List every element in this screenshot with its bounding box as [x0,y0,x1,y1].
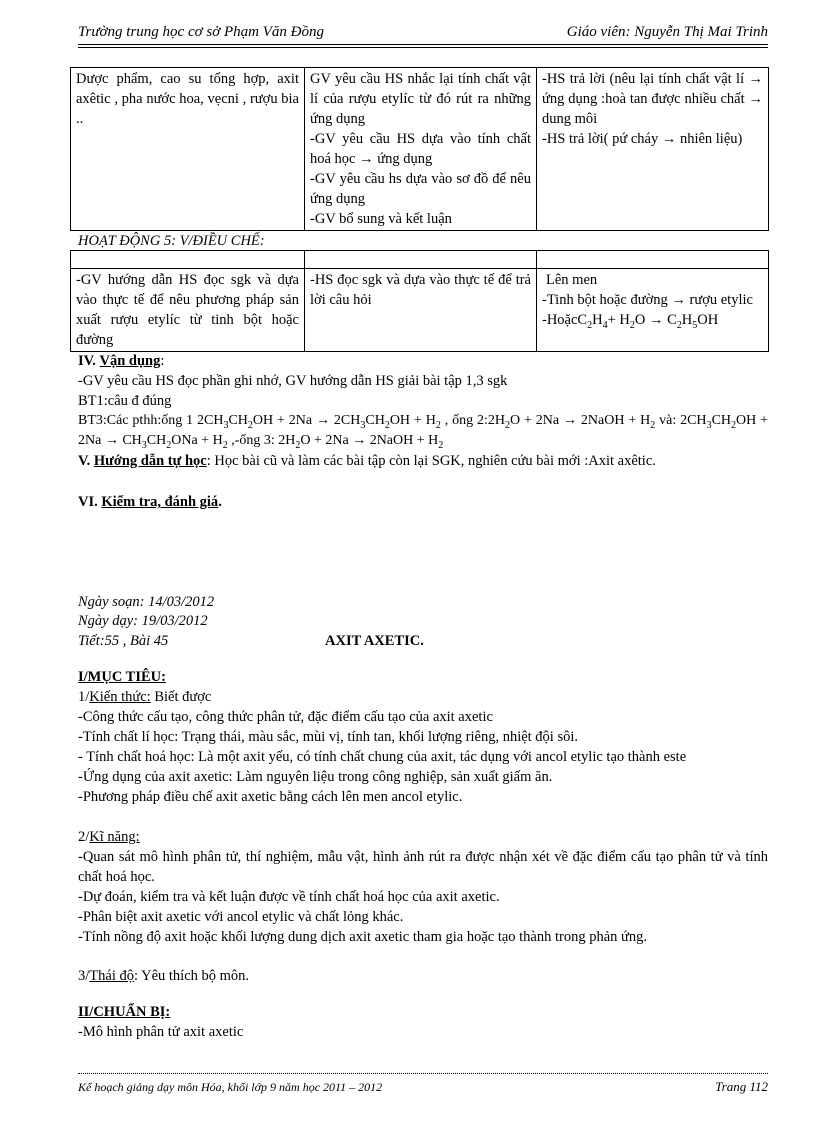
formula-text: + H [607,312,630,328]
table2-col2: -HS đọc sgk và dựa vào thực tế để trả lời câu hỏi [305,269,537,352]
page-footer [78,1073,768,1094]
knowledge-item: -Công thức cấu tạo, công thức phân tử, đặc điểm cấu tạo của axit axetic [78,709,493,725]
knowledge-heading [78,687,768,707]
table2-col3-line3: $-HoặcC_2H_4+ H_2O \to C_2H_5OH$ [542,312,719,331]
table2-col3 [537,269,769,352]
page-header [78,24,768,45]
table1-col2 [305,68,537,231]
attitude-line [78,966,768,986]
table2-col3-line2: -Tinh bột hoặc đường → rượu etylic [542,292,753,308]
formula-text: -Hoặc [542,312,578,328]
skills-item: -Tính nồng độ axit hoặc khối lượng dung dịch axit axetic tham gia hoặc tạo thành trong phản ứng. [78,929,648,945]
lesson-title: AXIT AXETIC. [325,633,424,649]
activity5-heading: HOẠT ĐỘNG 5: V/ĐIỀU CHẾ: [78,233,265,249]
applications-table [70,67,769,231]
table2-empty-cell [537,251,769,269]
table1-col3-line: -HS trả lời (nêu lại tính chất vật lí → ứng dụng :hoà tan được nhiều chất → dung môi [542,71,763,127]
teacher-name: Giáo viên: Nguyễn Thị Mai Trinh [566,24,768,40]
objectives-heading: I/MỤC TIÊU: [78,669,166,685]
formula-text: OH [697,312,719,328]
section6-heading [78,492,768,512]
section-title: Hướng dẫn tự học [93,453,207,469]
prep-date: Ngày soạn: 14/03/2012 [78,594,215,610]
preparation-table [70,250,769,352]
table1-col2-line: GV yêu cầu HS nhắc lại tính chất vật lí của rượu etylíc từ đó rút ra những ứng dụng [310,71,531,127]
teach-date: Ngày dạy: 19/03/2012 [78,613,208,629]
skills-item: -Phân biệt axit axetic với ancol etylic và chất lỏng khác. [78,909,404,925]
section-dot: . [218,494,222,510]
skills-item: -Quan sát mô hình phân tử, thí nghiệm, mẫu vật, hình ảnh rút ra được nhận xét về đặc điểm cấu tạo phân tử và tính chất hoá học. [78,849,768,885]
page-number: Trang 112 [715,1079,768,1094]
knowledge-item: -Ứng dụng của axit axetic: Làm nguyên liệu trong công nghiệp, sản xuất giấm ăn. [78,769,553,785]
table1-col3 [537,68,769,231]
knowledge-list [78,707,768,807]
subsection-title: Kĩ năng: [89,829,140,845]
subsection-number: 2/ [78,829,90,845]
subsection-tail: : Yêu thích bộ môn. [133,968,250,984]
section5-text: : Học bài cũ và làm các bài tập còn lại SGK, nghiên cứu bài mới :Axit axêtic. [206,453,656,469]
section5 [78,451,768,471]
table2-empty-cell [71,251,305,269]
section4-heading [78,351,768,371]
section-title: Vận dụng [99,353,161,369]
table2-col3-line1: Lên men [546,272,598,288]
knowledge-item: -Tính chất lí học: Trạng thái, màu sắc, mùi vị, tính tan, khối lượng riêng, nhiệt đội sôi. [78,729,579,745]
preparation-item: -Mô hình phân tử axit axetic [78,1024,244,1040]
section4-line2: BT1:câu đ đúng [78,393,172,409]
formula-text: O → C [634,312,677,328]
subsection-title: Kiến thức: [89,689,151,705]
subsection-number: 1/ [78,689,90,705]
section4-line1: -GV yêu cầu HS đọc phần ghi nhớ, GV hướng dẫn HS giải bài tập 1,3 sgk [78,373,508,389]
period-info: Tiết:55 , Bài 45 [78,633,169,649]
table1-col2-line: -GV yêu cầu HS dựa vào tính chất hoá học → ứng dụng [310,131,531,167]
skills-list [78,847,768,947]
header-divider [78,47,768,48]
table2-empty-cell [305,251,537,269]
formula-text: H [681,312,693,328]
section4-bt3: BT3:Các pthh:ống 1 $2CH_3CH_2OH + 2Na \to 2CH_3CH_2OH + H_2$ , ống $2:2H_2O + 2Na$ → 2NaOH + $H_2$ và: $2CH_3CH_2OH + 2Na \to CH_3CH_2ONa + H_2$ ,-ống 3: $2H_2O + 2Na$ → 2NaOH + $H_2$ [78,413,769,451]
school-name: Trường trung học cơ sở Phạm Văn Đồng [78,24,324,40]
knowledge-item: -Phương pháp điều chế axit axetic bằng cách lên men ancol etylic. [78,789,463,805]
knowledge-item: - Tính chất hoá học: Là một axit yếu, có tính chất chung của axit, tác dụng với ancol etylic tạo thành este [78,749,687,765]
preparation-heading: II/CHUẨN BỊ: [78,1004,171,1020]
table1-col2-line: -GV yêu cầu hs dựa vào sơ đồ để nêu ứng dụng [310,171,531,207]
skills-heading [78,827,768,847]
section-number: IV. [78,353,96,369]
footer-left: Kế hoạch giảng dạy môn Hóa, khối lớp 9 năm học 2011 – 2012 [78,1080,383,1094]
subsection-title: Thái độ [89,968,134,984]
table1-col1: Dược phẩm, cao su tổng hợp, axit axêtic , pha nước hoa, vẹcni , rượu bia .. [71,68,305,231]
table1-col2-line: -GV bổ sung và kết luận [310,211,452,227]
subsection-tail: Biết được [150,689,212,705]
section-number: VI. [78,494,98,510]
subsection-number: 3/ [78,968,90,984]
skills-item: -Dự đoán, kiểm tra và kết luận được về tính chất hoá học của axit axetic. [78,889,500,905]
section-number: V. [78,453,91,469]
table2-col1: -GV hướng dẫn HS đọc sgk và dựa vào thực tế để nêu phương pháp sản xuất rượu etylíc từ tinh bột hoặc đường [71,269,305,352]
section-title: Kiểm tra, đánh giá [101,494,219,510]
table1-col3-line: -HS trả lời( pứ cháy → nhiên liệu) [542,131,743,147]
section-colon: : [160,353,165,369]
